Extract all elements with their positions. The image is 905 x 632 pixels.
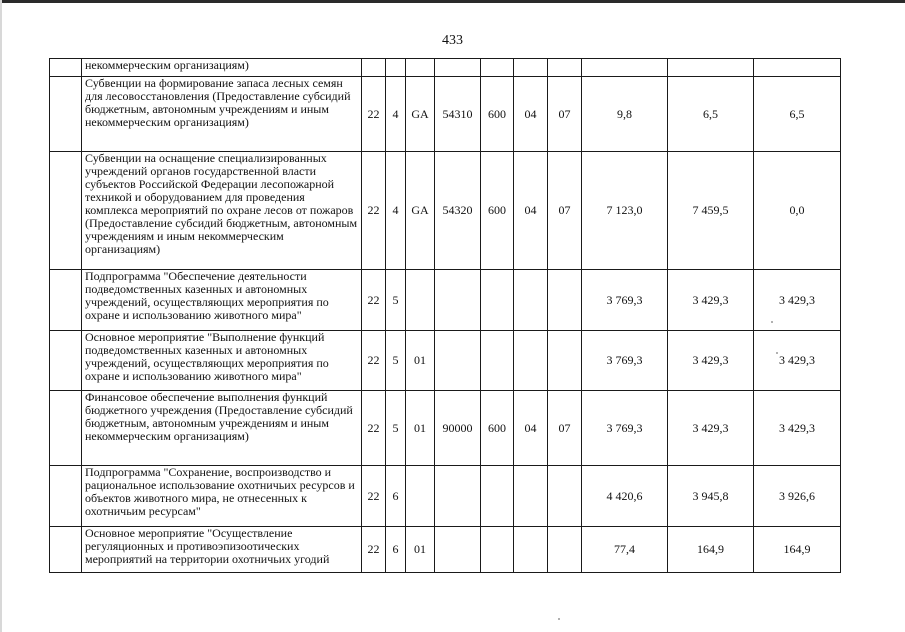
code-cell-7	[548, 59, 582, 77]
code-cell-5	[481, 270, 514, 331]
value-cell-1: 3 769,3	[582, 270, 668, 331]
value-cell-2: 164,9	[668, 527, 754, 573]
code-cell-3	[406, 59, 435, 77]
code-cell-4	[435, 331, 481, 391]
code-cell-1: 22	[362, 152, 386, 270]
value-cell-3: 0,0	[754, 152, 841, 270]
row-index-cell	[50, 527, 82, 573]
code-cell-1: 22	[362, 466, 386, 527]
value-cell-3: 3 429,3	[754, 331, 841, 391]
code-cell-4	[435, 270, 481, 331]
budget-table	[49, 58, 841, 573]
code-cell-1: 22	[362, 331, 386, 391]
code-cell-2	[386, 59, 406, 77]
row-index-cell	[50, 152, 82, 270]
code-cell-7	[548, 527, 582, 573]
code-cell-4: 54310	[435, 77, 481, 152]
table-row	[50, 152, 841, 270]
scan-top-edge	[0, 0, 905, 3]
value-cell-1: 4 420,6	[582, 466, 668, 527]
code-cell-4: 90000	[435, 391, 481, 466]
code-cell-6: 04	[514, 391, 548, 466]
row-name-cell: Субвенции на оснащение специализированных учреждений органов государственной власти субъектов Российской Федерации лесопожарной техникой и оборудованием для проведения комплекса мероприятий по охране лесов от пожаров (Предоставление субсидий бюджетным, автономным учреждениям и иным некоммерческим организациям)	[82, 152, 362, 270]
code-cell-3: 01	[406, 527, 435, 573]
row-name-cell: Подпрограмма "Сохранение, воспроизводство и рациональное использование охотничьих ресурсов и объектов животного мира, не отнесенных к охотничьим ресурсам"	[82, 466, 362, 527]
value-cell-3: 3 926,6	[754, 466, 841, 527]
code-cell-2: 5	[386, 270, 406, 331]
code-cell-1: 22	[362, 77, 386, 152]
value-cell-1: 3 769,3	[582, 331, 668, 391]
value-cell-2: 7 459,5	[668, 152, 754, 270]
code-cell-2: 6	[386, 527, 406, 573]
row-index-cell	[50, 391, 82, 466]
table-row	[50, 270, 841, 331]
code-cell-5	[481, 527, 514, 573]
code-cell-6	[514, 270, 548, 331]
code-cell-7	[548, 270, 582, 331]
value-cell-1: 3 769,3	[582, 391, 668, 466]
code-cell-1	[362, 59, 386, 77]
table-body	[50, 59, 841, 573]
code-cell-5: 600	[481, 77, 514, 152]
scan-speck	[558, 618, 560, 620]
row-index-cell	[50, 466, 82, 527]
value-cell-2: 3 429,3	[668, 391, 754, 466]
code-cell-6	[514, 466, 548, 527]
code-cell-6	[514, 331, 548, 391]
table-row	[50, 331, 841, 391]
code-cell-5	[481, 331, 514, 391]
code-cell-7	[548, 466, 582, 527]
code-cell-5	[481, 59, 514, 77]
code-cell-5: 600	[481, 152, 514, 270]
code-cell-5	[481, 466, 514, 527]
table-row	[50, 59, 841, 77]
table-row	[50, 466, 841, 527]
code-cell-3: GA	[406, 77, 435, 152]
row-index-cell	[50, 331, 82, 391]
value-cell-3: 164,9	[754, 527, 841, 573]
scan-left-edge	[0, 0, 2, 632]
row-name-cell: Основное мероприятие "Выполнение функций подведомственных казенных и автономных учреждений, осуществляющих мероприятия по охране и использованию животного мира"	[82, 331, 362, 391]
code-cell-3	[406, 466, 435, 527]
value-cell-3	[754, 59, 841, 77]
code-cell-2: 4	[386, 152, 406, 270]
code-cell-5: 600	[481, 391, 514, 466]
value-cell-1	[582, 59, 668, 77]
table-row	[50, 77, 841, 152]
value-cell-3: 3 429,3	[754, 391, 841, 466]
value-cell-2: 3 945,8	[668, 466, 754, 527]
row-name-cell: Основное мероприятие "Осуществление регуляционных и противоэпизоотических мероприятий на территории охотничьих угодий	[82, 527, 362, 573]
code-cell-6: 04	[514, 77, 548, 152]
row-index-cell	[50, 270, 82, 331]
code-cell-1: 22	[362, 270, 386, 331]
row-index-cell	[50, 77, 82, 152]
row-name-cell: некоммерческим организациям)	[82, 59, 362, 77]
code-cell-1: 22	[362, 391, 386, 466]
value-cell-1: 7 123,0	[582, 152, 668, 270]
row-name-cell: Субвенции на формирование запаса лесных семян для лесовосстановления (Предоставление субсидий бюджетным, автономным учреждениям и иным некоммерческим организациям)	[82, 77, 362, 152]
scan-speck	[771, 321, 773, 323]
code-cell-4	[435, 466, 481, 527]
code-cell-4: 54320	[435, 152, 481, 270]
code-cell-7	[548, 331, 582, 391]
code-cell-3: GA	[406, 152, 435, 270]
value-cell-2: 3 429,3	[668, 331, 754, 391]
code-cell-2: 5	[386, 391, 406, 466]
code-cell-7: 07	[548, 391, 582, 466]
value-cell-3: 6,5	[754, 77, 841, 152]
row-name-cell: Подпрограмма "Обеспечение деятельности подведомственных казенных и автономных учреждений, осуществляющих мероприятия по охране и использованию животного мира"	[82, 270, 362, 331]
value-cell-3: 3 429,3	[754, 270, 841, 331]
page-number: 433	[442, 33, 463, 48]
code-cell-1: 22	[362, 527, 386, 573]
value-cell-2	[668, 59, 754, 77]
table-row	[50, 391, 841, 466]
code-cell-3: 01	[406, 331, 435, 391]
value-cell-2: 6,5	[668, 77, 754, 152]
code-cell-6	[514, 527, 548, 573]
scan-speck	[776, 352, 778, 354]
code-cell-2: 6	[386, 466, 406, 527]
code-cell-7: 07	[548, 152, 582, 270]
code-cell-7: 07	[548, 77, 582, 152]
row-index-cell	[50, 59, 82, 77]
code-cell-2: 4	[386, 77, 406, 152]
code-cell-3: 01	[406, 391, 435, 466]
value-cell-1: 77,4	[582, 527, 668, 573]
code-cell-6: 04	[514, 152, 548, 270]
value-cell-1: 9,8	[582, 77, 668, 152]
code-cell-6	[514, 59, 548, 77]
code-cell-2: 5	[386, 331, 406, 391]
code-cell-4	[435, 527, 481, 573]
table-row	[50, 527, 841, 573]
row-name-cell: Финансовое обеспечение выполнения функций бюджетного учреждения (Предоставление субсидий бюджетным, автономным учреждениям и иным некоммерческим организациям)	[82, 391, 362, 466]
code-cell-3	[406, 270, 435, 331]
code-cell-4	[435, 59, 481, 77]
value-cell-2: 3 429,3	[668, 270, 754, 331]
